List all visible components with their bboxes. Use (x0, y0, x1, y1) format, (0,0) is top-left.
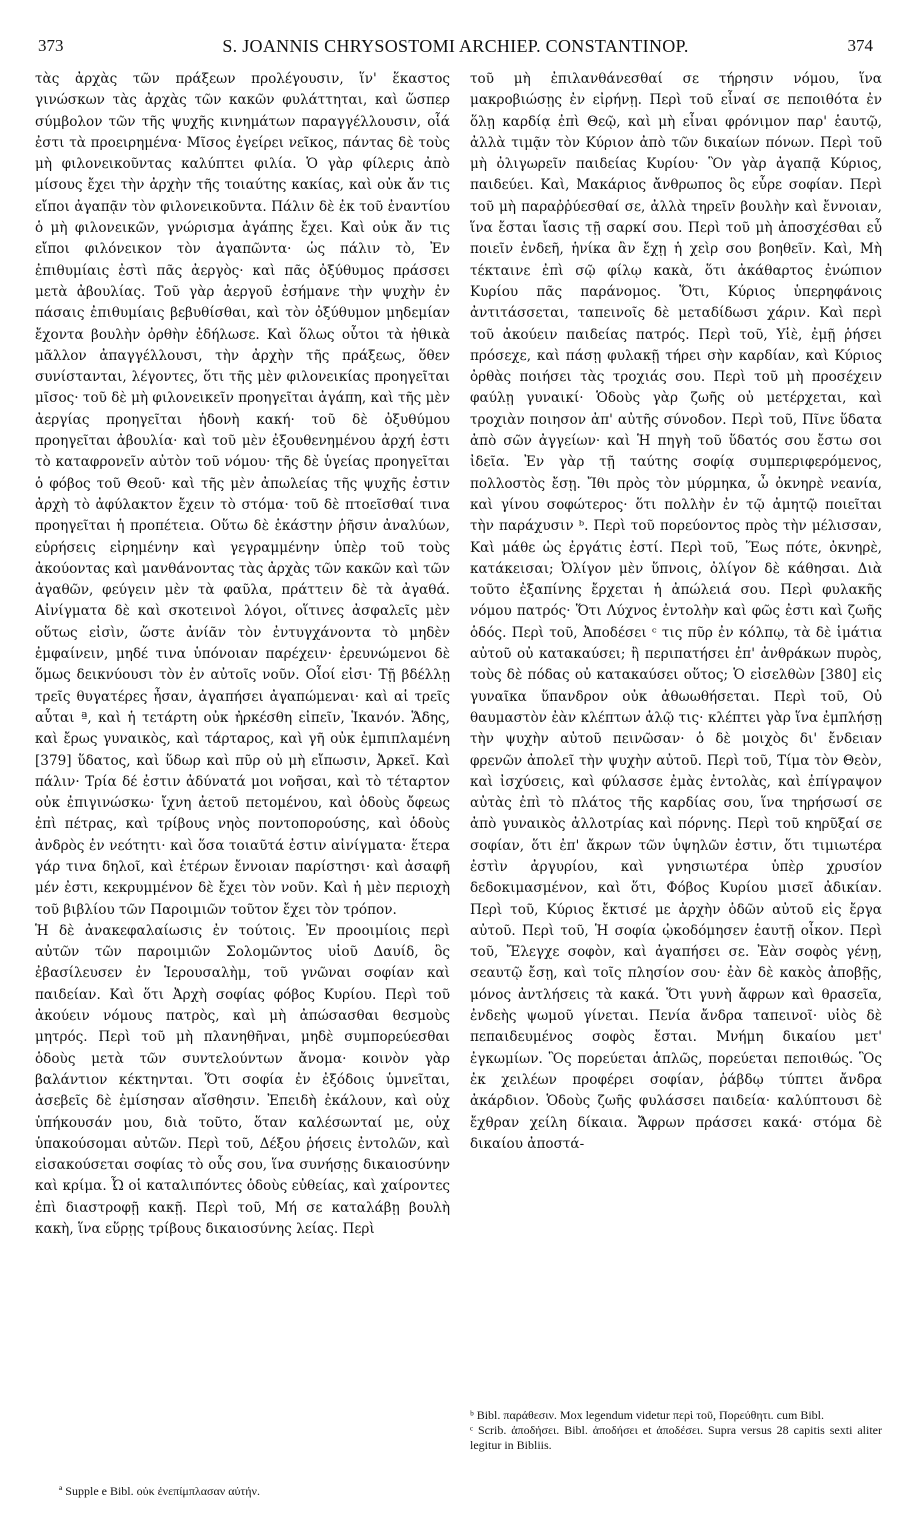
running-title: S. JOANNIS CHRYSOSTOMI ARCHIEP. CONSTANTINOP. (222, 36, 689, 56)
footnote-c: ᶜ Scrib. ἀποδήσει. Bibl. ἀποδήσει et ἀποδέσει. Supra versus 28 capitis sexti aliter legitur in Bibliis. (470, 1423, 882, 1452)
footnote-a: ª Supple e Bibl. οὐκ ἐνεπίμπλασαν αὐτήν. (59, 1484, 260, 1498)
left-paragraph-1: τὰς ἀρχὰς τῶν πράξεων προλέγουσιν, ἵν' ἕκαστος γινώσκων τὰς ἀρχὰς τῶν κακῶν φυλάττηται, καὶ ὥσπερ σύμβολον τῶν τῆς ψυχῆς κινημάτων παραγγέλλουσιν, οἷά ἐστι τὰ προειρημένα· Μῖσος ἐγείρει νεῖκος, πάντας δὲ τοὺς μὴ φιλονεικοῦντας καλύπτει φιλία. Ὁ γὰρ φίλερις ἀπὸ μίσους ἔχει τὴν ἀρχὴν τῆς τοιαύτης κακίας, καὶ οὐκ ἄν τις εἴποι ἀγαπᾷν τὸν φιλονεικοῦντα. Πάλιν δὲ ἐκ τοῦ ἐναντίου ὁ μὴ φιλονεικῶν, γνώρισμα ἀγάπης ἔχει. Καὶ οὐκ ἄν τις εἴποι φιλόνεικον τὸν ἀγαπῶντα· ὡς πάλιν τὸ, Ἐν ἐπιθυμίαις ἐστὶ πᾶς ἀεργὸς· καὶ πᾶς ὀξύθυμος πράσσει μετὰ ἀβουλίας. Τοῦ γὰρ ἀεργοῦ ἐσήμανε τὴν ψυχὴν ἐν πάσαις ἐπιθυμίαις βεβυθίσθαι, καὶ τὸν ὀξύθυμον μηδεμίαν ἔχοντα βουλὴν ὀρθὴν ἐδήλωσε. Καὶ ὅλως οὗτοι τὰ ἠθικὰ μᾶλλον ἀπαγγέλλουσι, τὴν ἀρχὴν τῆς πράξεως, ὅθεν συνίστανται, λέγοντες, ὅτι τῆς μὲν φιλονεικίας προηγεῖται μῖσος· τοῦ δὲ μὴ φιλονεικεῖν προηγεῖται ἀγάπη, καὶ τῆς μὲν ἀεργίας προηγεῖται ἡδονὴ κακή· τοῦ δὲ ὀξυθύμου προηγεῖται ἀβουλία· καὶ τοῦ μὲν ἐξουθενημένου ἀρχή ἐστι τὸ καταφρονεῖν αὐτὸν τοῦ νόμου· τῆς δὲ ὑγείας προηγεῖται ὁ φόβος τοῦ Θεοῦ· καὶ τῆς μὲν ἀπωλείας τῆς ψυχῆς ἐστιν ἀρχὴ τὸ ἀφύλακτον ἔχειν τὸ στόμα· τοῦ δὲ πτοεῖσθαί τινα προηγεῖται ἡ προπέτεια. Οὕτω δὲ ἑκάστην ῥῆσιν ἀναλύων, εὑρήσεις εἰρημένην καὶ γεγραμμένην ὑπὲρ τοῦ τοὺς ἀκούοντας καὶ μανθάνοντας τὰς ἀρχὰς τῶν κακῶν καὶ τῶν ἀγαθῶν, φεύγειν μὲν τὰ φαῦλα, πράττειν δὲ τὰ ἀγαθά. Αἰνίγματα δὲ καὶ σκοτεινοὶ λόγοι, οἵτινες ἀσφαλεῖς μὲν οὕτως εἰσὶν, ὥστε ἀνίᾶν τὸν ἐντυγχάνοντα τὸ μηδὲν ἐμφαίνειν, μηδέ τινα ὑπόνοιαν παρέχειν· ἐρευνώμενοι δὲ ὅμως δεικνύουσι τὸν ἐν αὐτοῖς νοῦν. Οἷοί εἰσι· Τῇ βδέλλῃ τρεῖς θυγατέρες ἦσαν, ἀγαπήσει ἀγαπώμεναι· καὶ αἱ τρεῖς αὗται ª, καὶ ἡ τετάρτη οὐκ ἠρκέσθη εἰπεῖν, Ἱκανόν. Ἅδης, καὶ ἔρως γυναικὸς, καὶ τάρταρος, καὶ γῆ οὐκ ἐμπιπλαμένη [379] ὕδατος, καὶ ὕδωρ καὶ πῦρ οὐ μὴ εἴπωσιν, Ἀρκεῖ. Καὶ πάλιν· Τρία δέ ἐστιν ἀδύνατά μοι νοῆσαι, καὶ τὸ τέταρτον οὐκ ἐπιγινώσκω· ἴχνη ἀετοῦ πετομένου, καὶ ὁδοὺς ὄφεως ἐπὶ πέτρας, καὶ τρίβους νηὸς ποντοπορούσης, καὶ ὁδοὺς ἀνδρὸς ἐν νεότητι· καὶ ὅσα τοιαῦτά ἐστιν αἰνίγματα· ἕτερα γάρ τινα δηλοῖ, καὶ ἑτέρων ἔννοιαν παρίστησι· καὶ ἀσαφῆ μέν ἐστι, κεκρυμμένον δὲ ἔχει τὸν νοῦν. Καὶ ἡ μὲν περιοχὴ τοῦ βιβλίου τῶν Παροιμιῶν τοῦτον ἔχει τὸν τρόπον. (35, 71, 450, 918)
left-column (35, 69, 450, 1240)
page-header (30, 36, 881, 60)
right-paragraph-1: τοῦ μὴ ἐπιλανθάνεσθαί σε τήρησιν νόμου, ἵνα μακροβιώσῃς ἐν εἰρήνῃ. Περὶ τοῦ εἶναί σε πεποιθότα ἐν ὅλῃ καρδίᾳ ἐπὶ Θεῷ, καὶ μὴ εἶναι φρόνιμον παρ' ἑαυτῷ, ἀλλὰ τιμᾷν τὸν Κύριον ἀπὸ τῶν δικαίων πόνων. Περὶ τοῦ μὴ ὀλιγωρεῖν παιδείας Κυρίου· Ὃν γὰρ ἀγαπᾷ Κύριος, παιδεύει. Καὶ, Μακάριος ἄνθρωπος ὃς εὗρε σοφίαν. Περὶ τοῦ μὴ παραῤῥύεσθαί σε, ἀλλὰ τηρεῖν βουλὴν καὶ ἔννοιαν, ἵνα ἔσται ἴασις τῇ σαρκί σου. Περὶ τοῦ μὴ ἀποσχέσθαι εὖ ποιεῖν ἐνδεῆ, ἡνίκα ἂν ἔχῃ ἡ χεὶρ σου βοηθεῖν. Καὶ, Μὴ τέκταινε ἐπὶ σῷ φίλῳ κακὰ, ὅτι ἀκάθαρτος ἐνώπιον Κυρίου πᾶς παράνομος. Ὅτι, Κύριος ὑπερηφάνοις ἀντιτάσσεται, ταπεινοῖς δὲ μεταδίδωσι χάριν. Καὶ περὶ τοῦ ἀκούειν παιδείας πατρός. Περὶ τοῦ, Υἱὲ, ἐμῇ ῥήσει πρόσεχε, καὶ πάσῃ φυλακῇ τήρει σὴν καρδίαν, καὶ Κύριος ὀρθὰς ποιήσει τὰς τροχιάς σου. Περὶ τοῦ μὴ προσέχειν φαύλῃ γυναικί· Ὁδοὺς γὰρ ζωῆς οὐ μετέρχεται, καὶ τροχιὰν ποιησον ἀπ' αὐτῆς σύνοδον. Περὶ τοῦ, Πῖνε ὕδατα ἀπὸ σῶν ἀγγείων· καὶ Ἡ πηγὴ τοῦ ὕδατός σου ἔστω σοι ἰδεῖα. Ἐν γὰρ τῇ ταύτης σοφίᾳ συμπεριφερόμενος, πολλοστὸς ἔσῃ. Ἴθι πρὸς τὸν μύρμηκα, ὦ ὀκνηρὲ νεανία, καὶ γίνου σοφώτερος· ὅτι πολλὴν ἐν τῷ ἀμητῷ ποιεῖται τὴν παράχυσιν ᵇ. Περὶ τοῦ πορεύοντος πρὸς τὴν μέλισσαν, Καὶ μάθε ὡς ἐργάτις ἐστί. Περὶ τοῦ, Ἕως πότε, ὀκνηρὲ, κατάκεισαι; Ὀλίγον μὲν ὕπνοις, ὀλίγον δὲ κάθησαι. Διὰ τοῦτο ἐξαπίνης ἔρχεται ἡ ἀπώλειά σου. Περὶ φυλακῆς νόμου πατρός· Ὅτι Λύχνος ἐντολὴν καὶ φῶς ἐστι καὶ ζωῆς ὁδός. Περὶ τοῦ, Ἀποδέσει ᶜ τις πῦρ ἐν κόλπῳ, τὰ δὲ ἱμάτια αὐτοῦ οὐ κατακαύσει; ἢ περιπατήσει ἐπ' ἀνθράκων πυρὸς, τοὺς δὲ πόδας οὐ κατακαύσει οὕτος; Ὁ εἰσελθὼν [380] εἰς γυναῖκα ὕπανδρον οὐκ ἀθωωθήσεται. Περὶ τοῦ, Οὐ θαυμαστὸν ἐὰν κλέπτων ἁλῷ τις· κλέπτει γὰρ ἵνα ἐμπλήσῃ τὴν ψυχὴν αὐτοῦ πεινῶσαν· ὁ δὲ μοιχὸς δι' ἔνδειαν φρενῶν ἀπολεῖ τὴν ψυχὴν αὐτοῦ. Περὶ τοῦ, Τίμα τὸν Θεὸν, καὶ ἰσχύσεις, καὶ φύλασσε ἐμὰς ἐντολὰς, καὶ ἐπίγραψον αὐτὰς ἐπὶ τὸ πλάτος τῆς καρδίας σου, ἵνα τηρήσωσί σε ἀπὸ γυναικὸς ἀλλοτρίας καὶ πόρνης. Περὶ τοῦ κηρῦξαί σε σοφίαν, ὅτι ἐπ' ἄκρων τῶν ὑψηλῶν ἐστιν, ὅτι τιμιωτέρα ἐστὶν ἀργυρίου, καὶ γνησιωτέρα ὑπὲρ χρυσίον δεδοκιμασμένον, καὶ ὅτι, Φόβος Κυρίου μισεῖ ἀδικίαν. Περὶ τοῦ, Κύριος ἔκτισέ με ἀρχὴν ὁδῶν αὐτοῦ εἰς ἔργα αὐτοῦ. Περὶ τοῦ, Ἡ σοφία ᾠκοδόμησεν ἑαυτῇ οἶκον. Περὶ τοῦ, Ἔλεγχε σοφὸν, καὶ ἀγαπήσει σε. Ἐὰν σοφὸς γένῃ, σεαυτῷ ἔσῃ, καὶ τοῖς πλησίον σου· ἐὰν δὲ κακὸς ἀποβῇς, μόνος ἀντλήσεις τὰ κακά. Ὅτι γυνὴ ἄφρων καὶ θρασεῖα, ἐνδεὴς ψωμοῦ γίνεται. Πενία ἄνδρα ταπεινοῖ· υἱὸς δὲ πεπαιδευμένος σοφὸς ἔσται. Μνήμη δικαίου μετ' ἐγκωμίων. Ὃς πορεύεται ἁπλῶς, πορεύεται πεποιθώς. Ὃς ἐκ χειλέων προφέρει σοφίαν, ῥάβδῳ τύπτει ἄνδρα ἀκάρδιον. Ὁδοὺς ζωῆς φυλάσσει παιδεία· καλύπτουσι δὲ ἔχθραν χείλη δίκαια. Ἄφρων πράσσει κακά· στόμα δὲ δικαίου ἀποστά- (470, 71, 882, 1152)
left-paragraph-2: Ἡ δὲ ἀνακεφαλαίωσις ἐν τούτοις. Ἐν προοιμίοις περὶ αὐτῶν τῶν παροιμιῶν Σολομῶντος υἱοῦ Δαυίδ, ὃς ἐβασίλευσεν ἐν Ἱερουσαλὴμ, τοῦ γνῶναι σοφίαν καὶ παιδείαν. Καὶ ὅτι Ἀρχὴ σοφίας φόβος Κυρίου. Περὶ τοῦ ἀκούειν νόμους πατρὸς, καὶ μὴ ἀπώσασθαι θεσμοὺς μητρός. Περὶ τοῦ μὴ πλανηθῆναι, μηδὲ συμπορεύεσθαι ὁδοὺς μετὰ τῶν συντελούντων ἄνομα· κοινὸν γὰρ βαλάντιον κέκτηνται. Ὅτι σοφία ἐν ἐξόδοις ὑμνεῖται, ἀσεβεῖς δὲ ἐμίσησαν αἴσθησιν. Ἐπειδὴ ἐκάλουν, καὶ οὐχ ὑπήκουσάν μου, διὰ τοῦτο, ὅταν καλέσωνταί με, οὐχ ὑπακούσομαι αὐτῶν. Περὶ τοῦ, Δέξου ῥήσεις ἐντολῶν, καὶ εἰσακούσεται σοφίας τὸ οὖς σου, ἵνα συνήσῃς δικαιοσύνην καὶ κρίμα. Ὦ οἱ καταλιπόντες ὁδοὺς εὐθείας, καὶ χαίροντες ἐπὶ διαστροφῇ κακῇ. Περὶ τοῦ, Μή σε καταλάβῃ βουλὴ κακὴ, ἵνα εὕρῃς τρίβους δικαιοσύνης λείας. Περὶ (35, 922, 450, 1238)
left-footnotes (35, 1484, 450, 1499)
right-footnotes (470, 1408, 882, 1453)
page-number-left: 373 (38, 36, 64, 55)
right-column (470, 69, 882, 1155)
footnote-b: ᵇ Bibl. παράθεσιν. Mox legendum videtur περὶ τοῦ, Πορεύθητι. cum Bibl. (470, 1408, 825, 1422)
page-number-right: 374 (847, 36, 873, 55)
